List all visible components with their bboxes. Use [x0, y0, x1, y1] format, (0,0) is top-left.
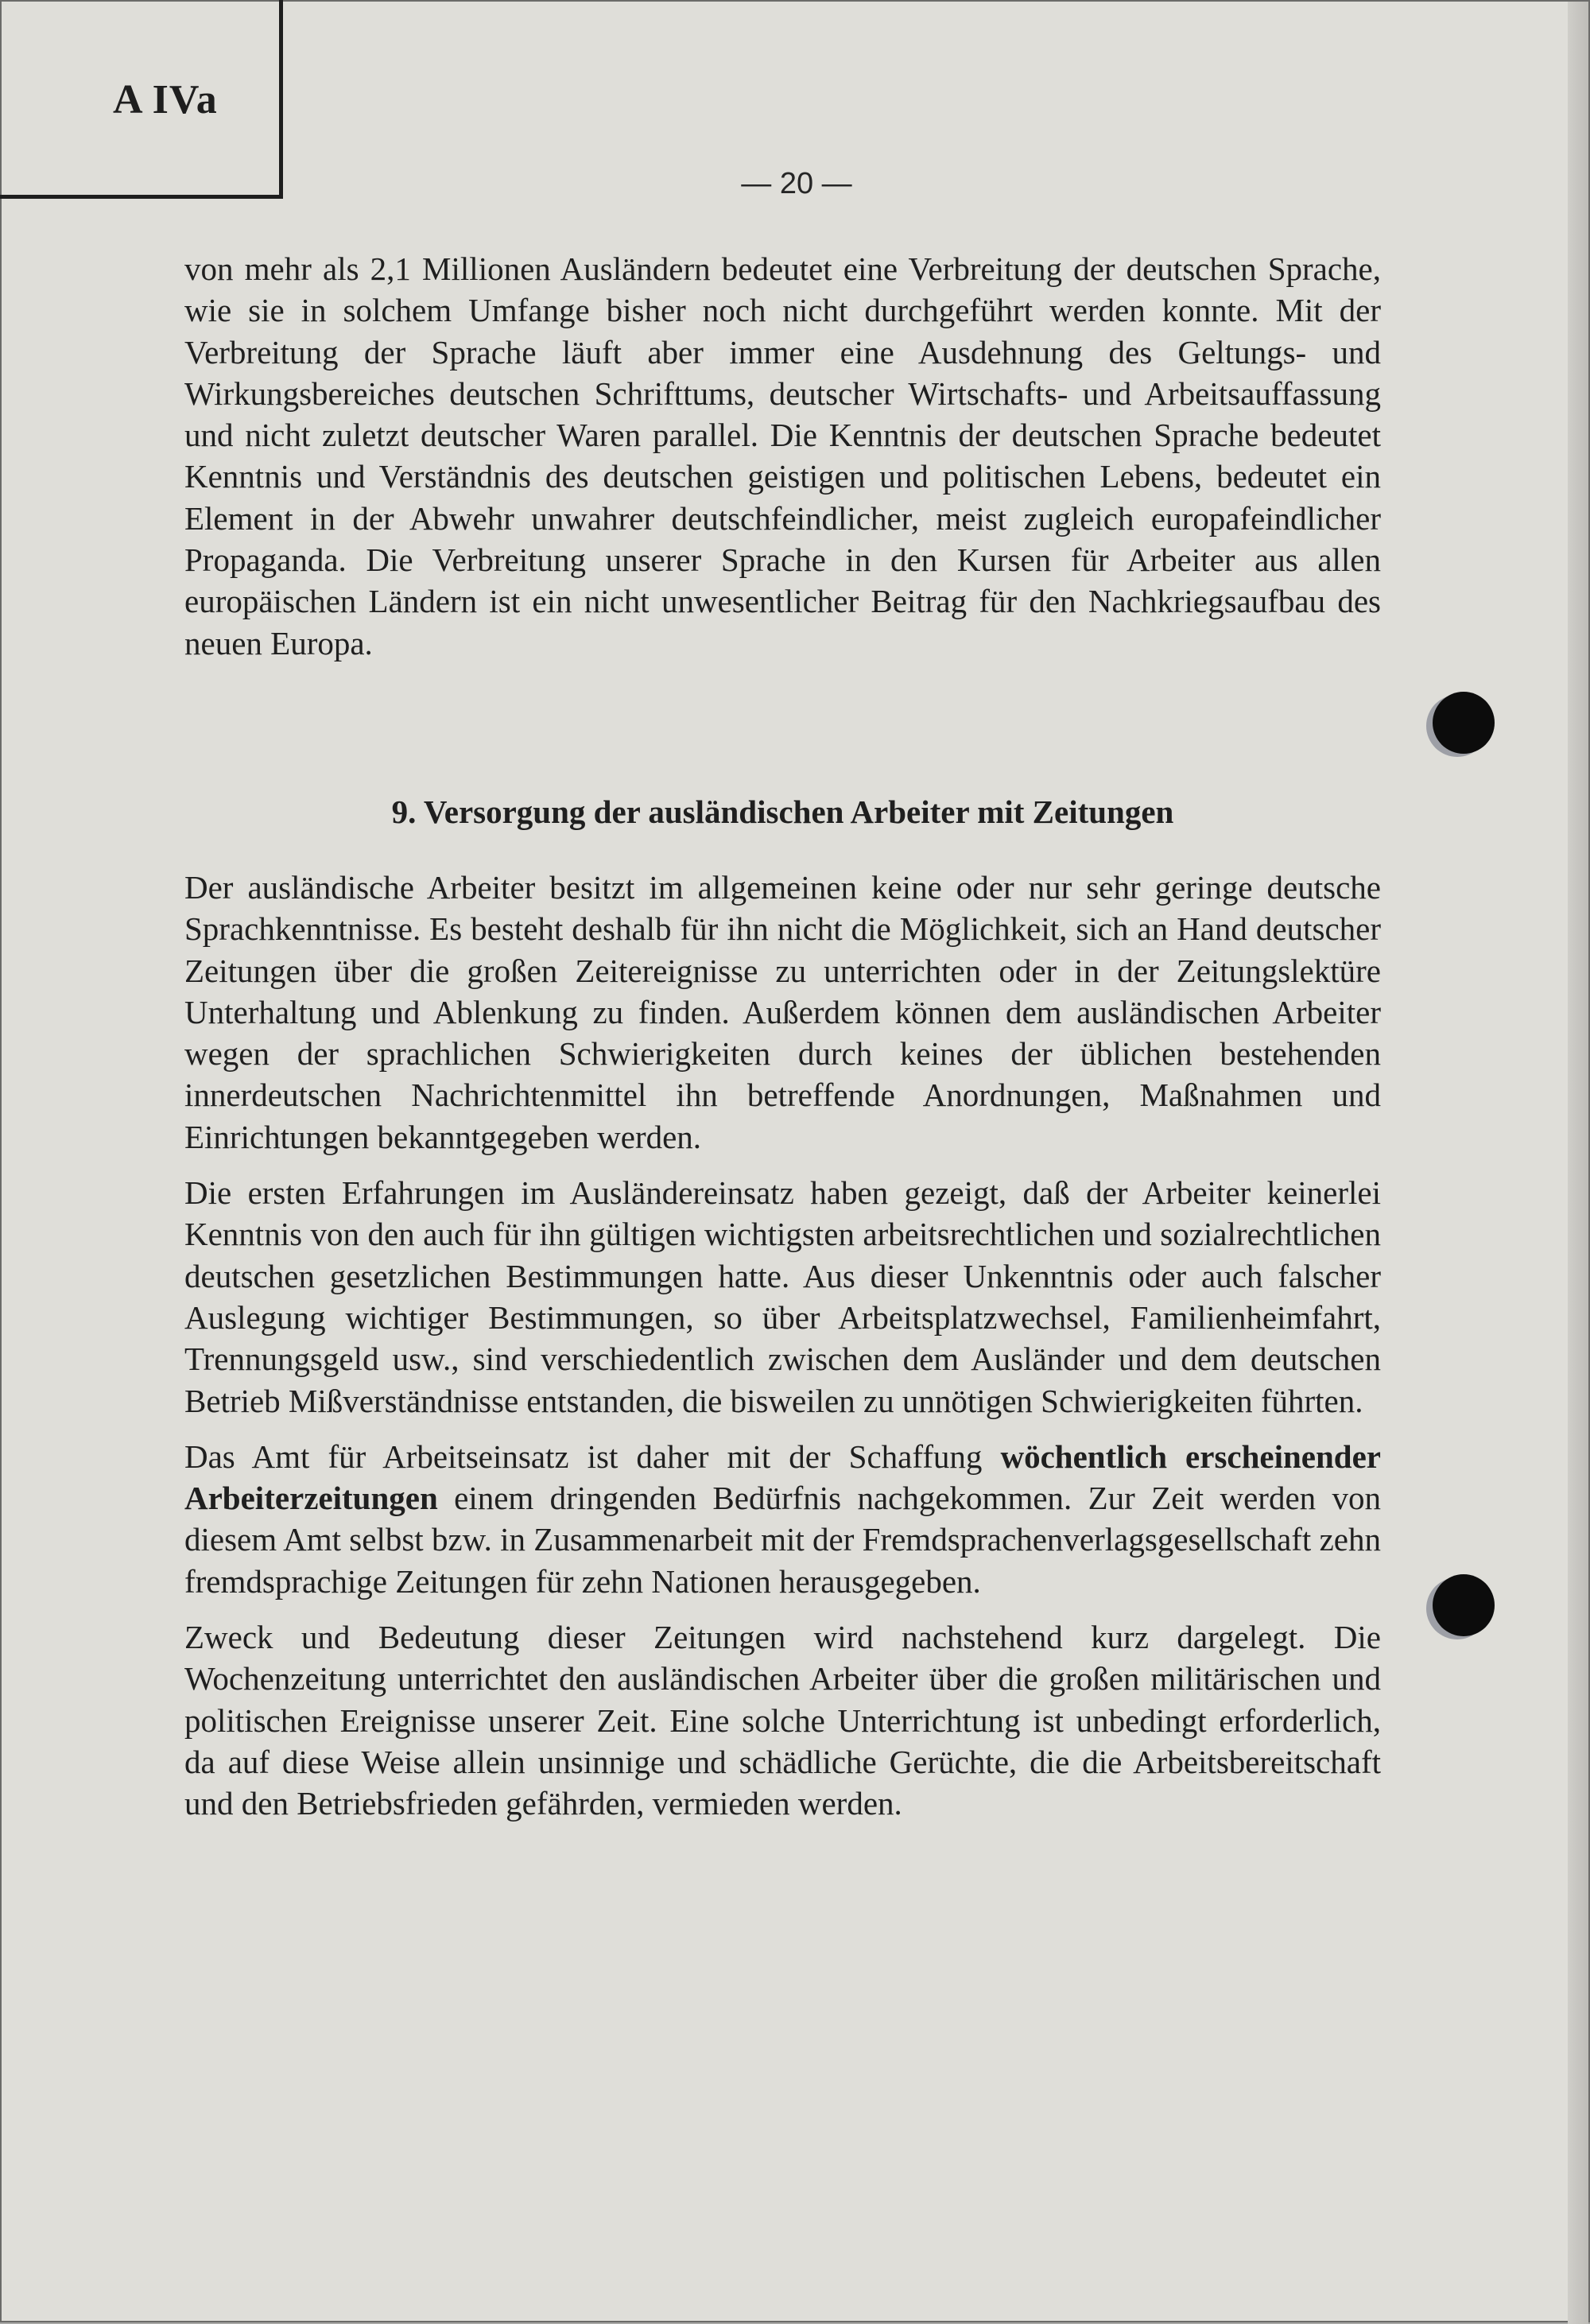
page-number: — 20 —: [741, 167, 852, 200]
paragraph-2: Die ersten Erfahrungen im Ausländereinsatz haben gezeigt, daß der Arbeiter keinerlei Kenntnis von den auch für ihn gültigen wichtigsten arbeitsrechtlichen und sozialrechtlichen deutschen gesetzlichen Bestimmungen hatte. Aus dieser Unkenntnis oder auch falscher Auslegung wichtiger Bestimmungen, so über Arbeitsplatzwechsel, Familienheimfahrt, Trennungsgeld usw., sind verschiedentlich zwischen dem Ausländer und dem deutschen Betrieb Mißverständnisse entstanden, die bisweilen zu unnötigen Schwierigkeiten führten.: [184, 1174, 1381, 1419]
paragraph-3-bold: wöchentlich erscheinender Arbeiterzeitungen: [184, 1437, 1381, 1517]
body-text: [184, 867, 1381, 1839]
paragraph-4: Zweck und Bedeutung dieser Zeitungen wird nachstehend kurz dargelegt. Die Wochenzeitung unterrichtet den ausländischen Arbeiter über die großen militärischen und politischen Ereignisse unserer Zeit. Eine solche Unterrichtung ist unbedingt erforderlich, da auf diese Weise allein unsinnige und schädliche Gerüchte, die die Arbeitsbereitschaft und den Betriebsfrieden gefährden, vermieden werden.: [184, 1619, 1381, 1822]
punch-hole-lower: [1433, 1574, 1495, 1636]
page-edge: [1568, 2, 1588, 2324]
paragraph-3-rest: einem dringenden Bedürfnis nachgekommen. Zur Zeit werden von diesem Amt selbst bzw. in Zusammenarbeit mit der Fremdsprachenverlagsgesellschaft zehn fremdsprachige Zeitungen für zehn Nationen herausgegeben.: [184, 1480, 1381, 1600]
intro-paragraph: von mehr als 2,1 Millionen Ausländern bedeutet eine Verbreitung der deutschen Sprache, wie sie in solchem Umfange bisher noch nicht durchgeführt werden konnte. Mit der Verbreitung der Sprache läuft aber immer eine Ausdehnung des Geltungs- und Wirkungsbereiches deutschen Schrifttums, deutscher Wirtschafts- und Arbeitsauffassung und nicht zuletzt deutscher Waren parallel. Die Kenntnis der deutschen Sprache bedeutet Kenntnis und Verständnis des deutschen geistigen und politischen Lebens, bedeutet ein Element in der Abwehr unwahrer deutschfeindlicher, meist zugleich europafeindlicher Propaganda. Die Verbreitung unserer Sprache in den Kursen für Arbeiter aus allen europäischen Ländern ist ein nicht unwesentlicher Beitrag für den Nachkriegsaufbau des neuen Europa.: [184, 250, 1381, 662]
section-tab-label: A IVa: [113, 77, 218, 122]
paragraph-1: Der ausländische Arbeiter besitzt im allgemeinen keine oder nur sehr geringe deutsche Sprachkenntnisse. Es besteht deshalb für ihn nicht die Möglichkeit, sich an Hand deutscher Zeitungen über die großen Zeitereignisse zu unterrichten oder in der Zeitungslektüre Unterhaltung und Ablenkung zu finden. Außerdem können dem ausländischen Arbeiter wegen der sprachlichen Schwierigkeiten durch keines der üblichen bestehenden innerdeutschen Nachrichtenmittel ihn betreffende Anordnungen, Maßnahmen und Einrichtungen bekanntgegeben werden.: [184, 869, 1381, 1155]
paragraph-3: [184, 1436, 1381, 1602]
section-heading: 9. Versorgung der ausländischen Arbeiter mit Zeitungen: [391, 793, 1174, 830]
paragraph-3-lead: Das Amt für Arbeitseinsatz ist daher mit der Schaffung: [184, 1437, 983, 1475]
punch-hole-upper: [1433, 692, 1495, 754]
